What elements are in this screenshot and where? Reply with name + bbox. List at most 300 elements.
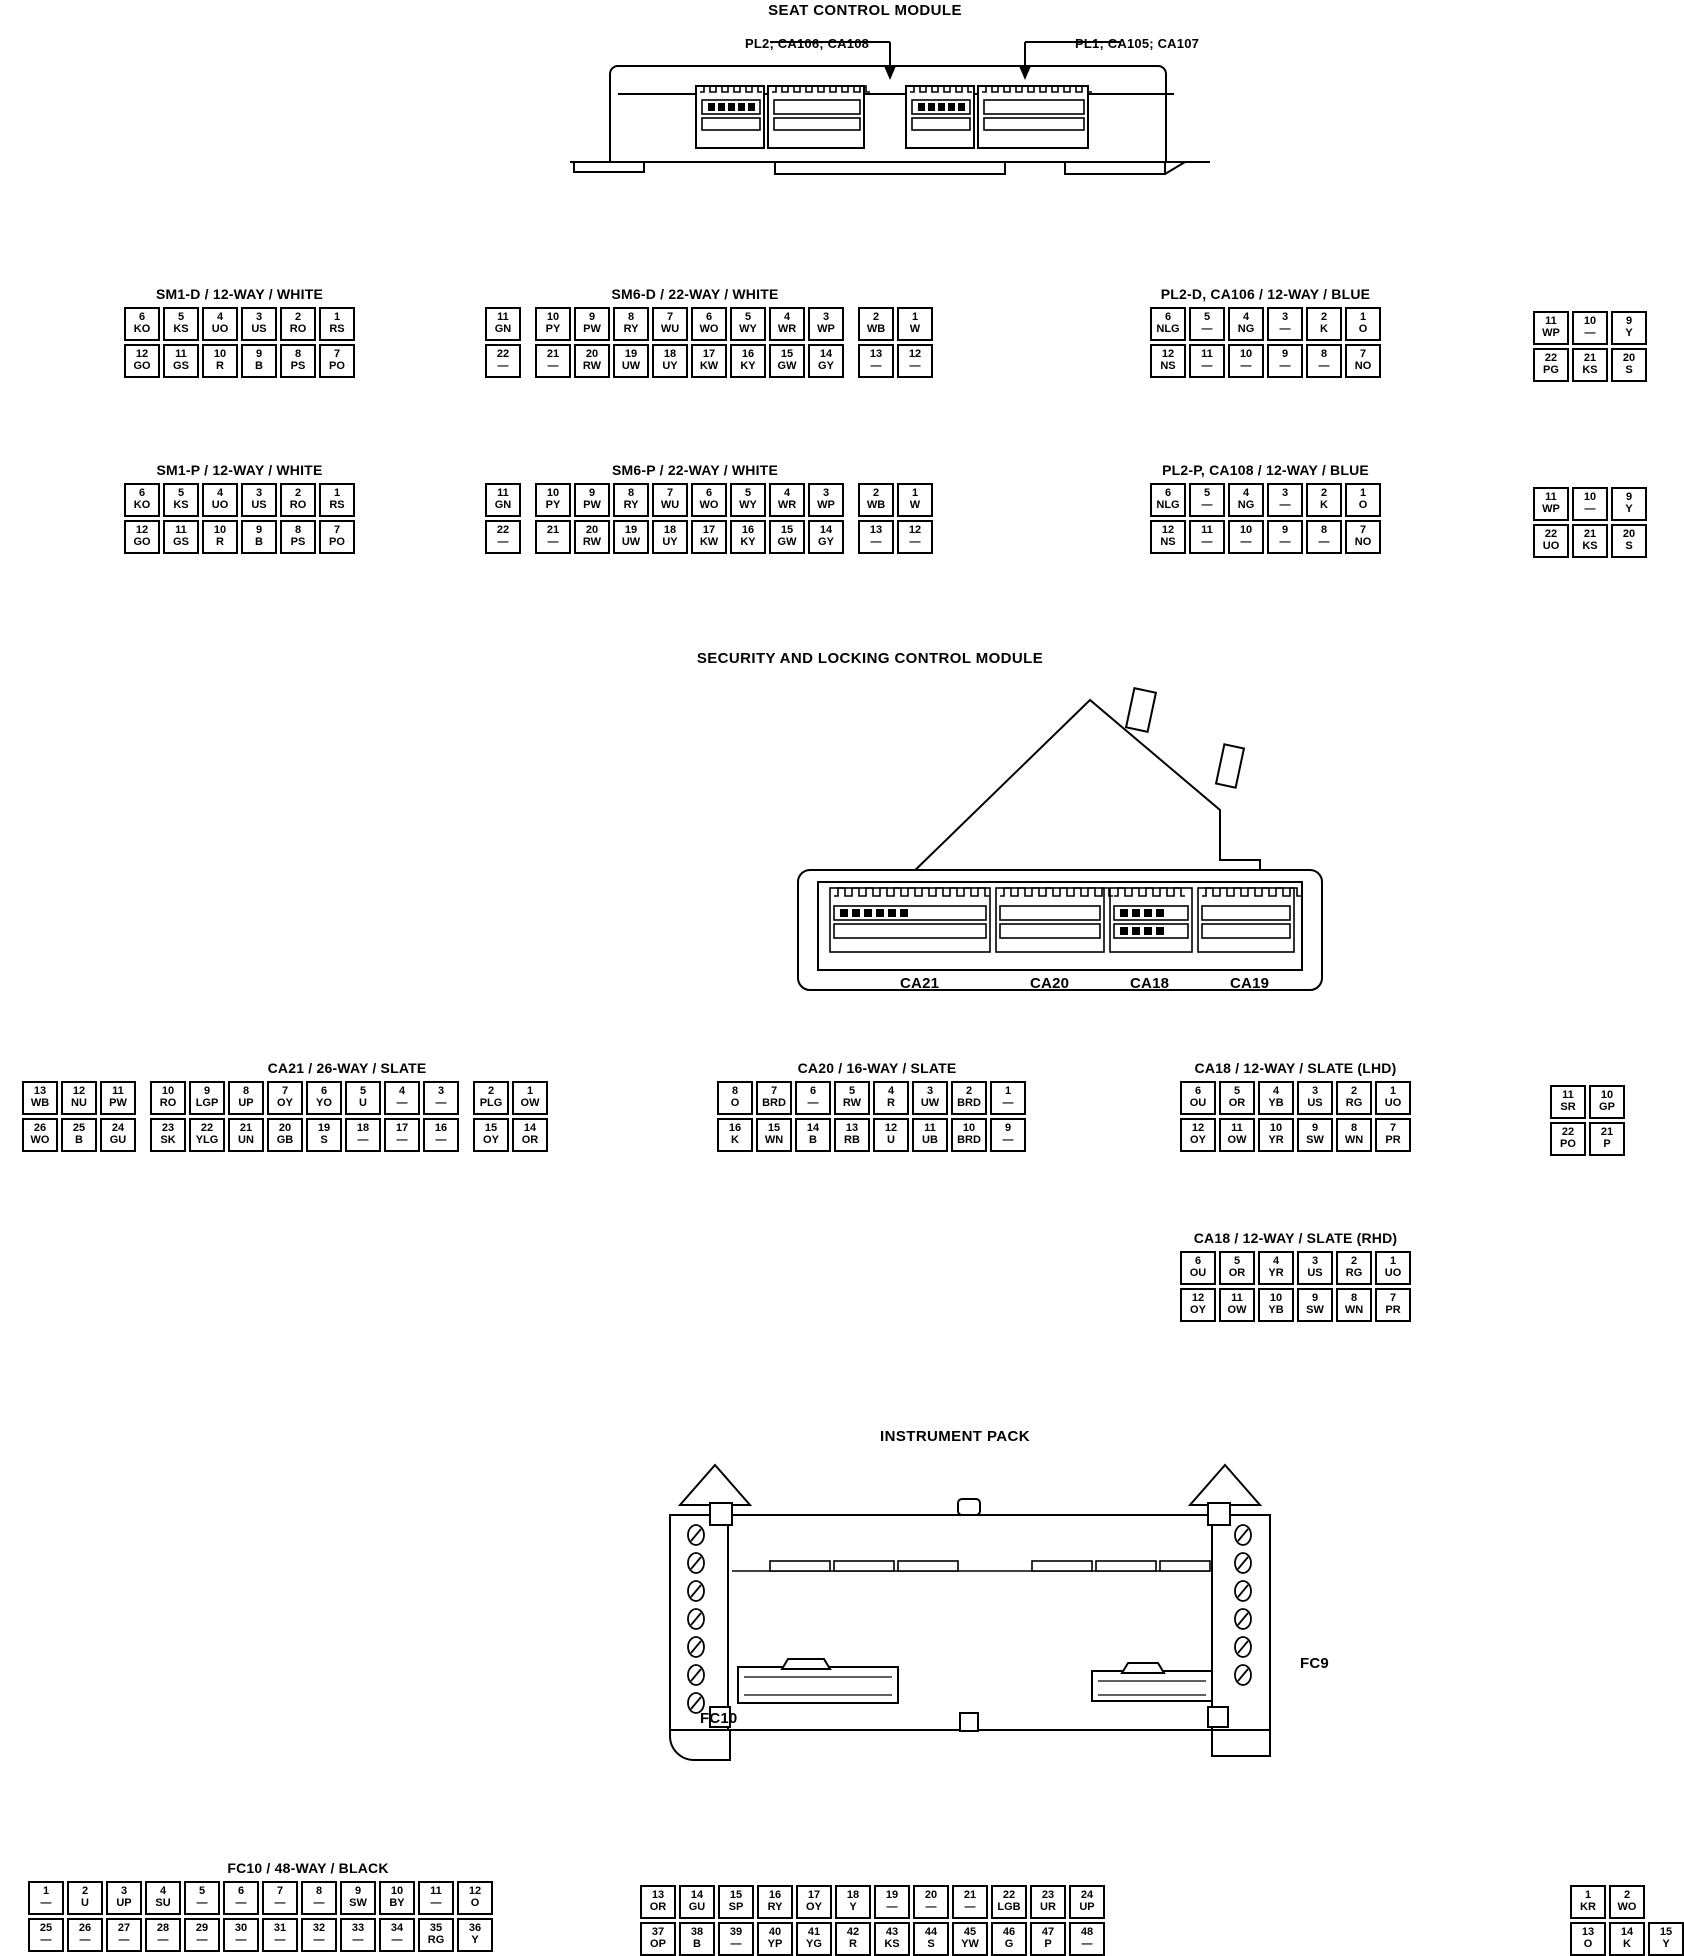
pin-number: 15 <box>780 348 794 361</box>
pin-code: — <box>40 1897 52 1909</box>
pin-code: WU <box>660 499 680 511</box>
pin-row <box>1180 1081 1411 1115</box>
pin-code: KS <box>173 499 189 511</box>
pin-number: 8 <box>1350 1122 1358 1135</box>
callout-fc10-label: FC10 <box>700 1710 738 1727</box>
pin-number: 13 <box>651 1889 665 1902</box>
pin-code: UO <box>1542 540 1560 552</box>
pin-cell <box>241 483 277 517</box>
pin-number: 5 <box>744 487 752 500</box>
pin-cell <box>163 307 199 341</box>
pin-code: UO <box>211 499 229 511</box>
pin-cell <box>1611 487 1647 521</box>
pin-number: 2 <box>1623 1889 1631 1902</box>
pin-cell <box>991 1922 1027 1956</box>
pin-code: OY <box>806 1901 822 1913</box>
pin-number: 12 <box>135 348 149 361</box>
pin-cell <box>1345 483 1381 517</box>
pin-code: GW <box>777 360 797 372</box>
pin-number: 19 <box>624 348 638 361</box>
pin-code: PW <box>109 1097 127 1109</box>
pin-number: 19 <box>624 524 638 537</box>
pin-number: 8 <box>627 487 635 500</box>
pin-number: 14 <box>819 348 833 361</box>
pin-number: 10 <box>1269 1292 1283 1305</box>
pin-cell <box>1611 311 1647 345</box>
pin-code: PO <box>329 536 345 548</box>
pin-cell <box>485 520 521 554</box>
pin-code: WO <box>30 1134 50 1146</box>
pin-code: PR <box>1385 1304 1401 1316</box>
pin-number: 40 <box>768 1926 782 1939</box>
pin-cell <box>340 1918 376 1952</box>
pin-cell <box>280 307 316 341</box>
pin-row <box>1150 307 1381 341</box>
pin-number: 1 <box>1389 1085 1397 1098</box>
pin-cell <box>379 1881 415 1915</box>
pin-cell <box>858 483 894 517</box>
pin-number: 16 <box>728 1122 742 1135</box>
pin-cell <box>769 483 805 517</box>
pin-cell <box>1375 1081 1411 1115</box>
pin-number: 2 <box>294 311 302 324</box>
pin-code: RY <box>767 1901 783 1913</box>
pin-code: US <box>1307 1097 1323 1109</box>
pin-code: YW <box>961 1938 979 1950</box>
pin-number: 9 <box>588 311 596 324</box>
pin-code: S <box>927 1938 935 1950</box>
pin-cell <box>991 1885 1027 1919</box>
pin-cell <box>652 483 688 517</box>
pin-code: NLG <box>1156 323 1180 335</box>
pin-cell <box>1297 1081 1333 1115</box>
pin-row <box>124 344 355 378</box>
pin-code: OR <box>521 1134 539 1146</box>
pin-row <box>485 483 933 517</box>
pin-number: 7 <box>276 1885 284 1898</box>
pin-number: 9 <box>203 1085 211 1098</box>
pin-code: WO <box>699 323 719 335</box>
pin-cell <box>1228 307 1264 341</box>
pin-cell <box>1258 1118 1294 1152</box>
pin-cell <box>106 1881 142 1915</box>
pin-number: 2 <box>487 1085 495 1098</box>
pin-row <box>22 1081 548 1115</box>
pin-number: 11 <box>497 311 509 324</box>
pin-code: GU <box>109 1134 127 1146</box>
pin-number: 12 <box>72 1085 86 1098</box>
pin-row <box>1150 483 1381 517</box>
connector-sm6d-title: SM6-D / 22-WAY / WHITE <box>611 286 779 302</box>
pin-code: PG <box>1543 364 1559 376</box>
callout-ca19-label: CA19 <box>1230 975 1270 992</box>
pin-cell <box>730 483 766 517</box>
pin-row <box>1180 1118 1411 1152</box>
pin-cell <box>874 1885 910 1919</box>
pin-number: 4 <box>159 1885 167 1898</box>
pin-code: Y <box>849 1901 857 1913</box>
pin-number: 6 <box>138 311 146 324</box>
pin-cell <box>145 1918 181 1952</box>
row-spacer <box>847 307 855 341</box>
pin-code: Y <box>1625 503 1633 515</box>
pin-code: GW <box>777 536 797 548</box>
pin-number: 35 <box>429 1922 443 1935</box>
pin-number: 1 <box>1389 1255 1397 1268</box>
pin-number: 24 <box>111 1122 125 1135</box>
pin-code: — <box>357 1134 369 1146</box>
pin-code: PLG <box>479 1097 503 1109</box>
pin-code: UP <box>1079 1901 1095 1913</box>
connector-pl2p <box>1150 462 1381 554</box>
pin-number: 2 <box>1350 1085 1358 1098</box>
pin-number: 10 <box>1269 1122 1283 1135</box>
pin-number: 28 <box>156 1922 170 1935</box>
pin-cell <box>1219 1118 1255 1152</box>
pin-row <box>124 483 355 517</box>
pin-code: UP <box>116 1897 132 1909</box>
pin-code: O <box>1358 499 1368 511</box>
security-module-title: SECURITY AND LOCKING CONTROL MODULE <box>696 650 1044 667</box>
pin-number: 20 <box>278 1122 292 1135</box>
pin-number: 7 <box>1359 348 1367 361</box>
pin-number: 12 <box>908 524 922 537</box>
connector-ca20-title: CA20 / 16-WAY / SLATE <box>797 1060 957 1076</box>
pin-row <box>1533 487 1647 521</box>
pin-number: 39 <box>729 1926 743 1939</box>
pin-code: — <box>964 1901 976 1913</box>
pin-cell <box>1150 483 1186 517</box>
pin-number: 11 <box>1201 348 1213 361</box>
pin-row <box>717 1081 1026 1115</box>
pin-number: 22 <box>1002 1889 1016 1902</box>
pin-cell <box>1533 348 1569 382</box>
pin-number: 9 <box>1004 1122 1012 1135</box>
pin-cell <box>858 307 894 341</box>
pin-number: 10 <box>390 1885 404 1898</box>
pin-number: 7 <box>333 524 341 537</box>
pin-cell <box>1572 524 1608 558</box>
pin-cell <box>769 307 805 341</box>
pin-number: 3 <box>822 311 830 324</box>
row-spacer <box>462 1081 470 1115</box>
pin-code: US <box>251 323 267 335</box>
callout-fc9-label: FC9 <box>1300 1655 1329 1672</box>
pin-code: G <box>1004 1938 1014 1950</box>
pin-row <box>124 520 355 554</box>
pin-code: KS <box>884 1938 900 1950</box>
pin-number: 5 <box>1233 1255 1241 1268</box>
pin-code: NG <box>1237 323 1255 335</box>
pin-code: UY <box>662 536 678 548</box>
pin-cell <box>835 1885 871 1919</box>
pin-number: 21 <box>239 1122 253 1135</box>
pin-number: 14 <box>1620 1926 1634 1939</box>
pin-number: 2 <box>1320 311 1328 324</box>
pin-code: KY <box>740 360 756 372</box>
pin-cell <box>640 1922 676 1956</box>
pin-code: — <box>235 1934 247 1946</box>
pin-number: 1 <box>1584 1889 1592 1902</box>
pin-cell <box>718 1885 754 1919</box>
pin-number: 4 <box>398 1085 406 1098</box>
pin-cell <box>1228 344 1264 378</box>
connector-ca18-lhd <box>1180 1060 1411 1152</box>
pin-number: 7 <box>666 311 674 324</box>
security-module-drawing <box>790 690 1350 990</box>
pin-number: 22 <box>1544 352 1558 365</box>
connector-fc10-edge <box>1570 1885 1684 1956</box>
pin-code: RY <box>623 499 639 511</box>
row-spacer <box>524 344 532 378</box>
connector-fc10-title: FC10 / 48-WAY / BLACK <box>227 1860 389 1876</box>
pin-number: 15 <box>767 1122 781 1135</box>
pin-cell <box>679 1885 715 1919</box>
pin-number: 30 <box>234 1922 248 1935</box>
pin-code: — <box>807 1097 819 1109</box>
pin-row <box>485 307 933 341</box>
pin-code: P <box>1603 1138 1611 1150</box>
pin-cell <box>912 1118 948 1152</box>
pin-code: S <box>1625 364 1633 376</box>
pin-code: PO <box>1560 1138 1576 1150</box>
pin-code: LGP <box>195 1097 219 1109</box>
pin-row <box>717 1118 1026 1152</box>
pin-number: 2 <box>81 1885 89 1898</box>
pin-code: — <box>497 536 509 548</box>
pin-row <box>1570 1922 1684 1956</box>
pin-cell <box>769 520 805 554</box>
pin-number: 20 <box>1622 528 1636 541</box>
pin-number: 10 <box>1239 524 1253 537</box>
pin-code: WB <box>866 499 886 511</box>
pin-code: RO <box>159 1097 177 1109</box>
pin-code: — <box>118 1934 130 1946</box>
pin-cell <box>1258 1251 1294 1285</box>
pin-cell <box>897 520 933 554</box>
pin-number: 7 <box>281 1085 289 1098</box>
pin-code: GY <box>818 536 834 548</box>
pin-cell <box>262 1881 298 1915</box>
pin-code: YB <box>1268 1304 1284 1316</box>
pin-number: 12 <box>1161 524 1175 537</box>
pin-code: RW <box>842 1097 862 1109</box>
pin-cell <box>22 1118 58 1152</box>
pin-cell <box>574 520 610 554</box>
pin-number: 8 <box>294 524 302 537</box>
pin-code: US <box>1307 1267 1323 1279</box>
pin-number: 10 <box>213 524 227 537</box>
pin-number: 9 <box>1281 524 1289 537</box>
pin-number: 10 <box>161 1085 175 1098</box>
pin-cell <box>61 1081 97 1115</box>
pin-code: — <box>1279 536 1291 548</box>
connector-ca18-rhd <box>1180 1230 1411 1322</box>
pin-code: B <box>693 1938 701 1950</box>
pin-cell <box>913 1922 949 1956</box>
pin-number: 20 <box>585 348 599 361</box>
pin-cell <box>1336 1251 1372 1285</box>
pin-cell <box>717 1081 753 1115</box>
pin-code: GS <box>173 360 189 372</box>
pin-code: — <box>1201 499 1213 511</box>
pin-cell <box>897 344 933 378</box>
pin-cell <box>897 307 933 341</box>
pin-cell <box>512 1118 548 1152</box>
pin-number: 11 <box>112 1085 124 1098</box>
pin-cell <box>1189 520 1225 554</box>
pin-code: KS <box>173 323 189 335</box>
pin-number: 20 <box>585 524 599 537</box>
pin-number: 22 <box>496 348 510 361</box>
pin-cell <box>1258 1288 1294 1322</box>
pin-number: 3 <box>255 311 263 324</box>
pin-cell <box>1030 1922 1066 1956</box>
pin-code: — <box>1240 536 1252 548</box>
pin-code: — <box>870 360 882 372</box>
pin-cell <box>473 1081 509 1115</box>
pin-number: 1 <box>333 311 341 324</box>
pin-cell <box>835 1922 871 1956</box>
pin-code: NU <box>71 1097 87 1109</box>
pin-row <box>1570 1885 1645 1919</box>
pin-cell <box>100 1081 136 1115</box>
pin-code: — <box>196 1897 208 1909</box>
pin-cell <box>202 520 238 554</box>
pin-code: Y <box>1662 1938 1670 1950</box>
pin-number: 16 <box>741 524 755 537</box>
pin-cell <box>145 1881 181 1915</box>
pin-code: U <box>359 1097 367 1109</box>
pin-row <box>1150 520 1381 554</box>
pin-number: 13 <box>845 1122 859 1135</box>
connector-sm1p-title: SM1-P / 12-WAY / WHITE <box>156 462 323 478</box>
pin-code: GN <box>494 323 512 335</box>
pin-number: 5 <box>198 1885 206 1898</box>
pin-code: — <box>1279 360 1291 372</box>
pin-number: 2 <box>294 487 302 500</box>
row-spacer <box>524 483 532 517</box>
pin-code: SW <box>1306 1134 1324 1146</box>
pin-code: WR <box>777 323 797 335</box>
seat-control-module-title: SEAT CONTROL MODULE <box>768 2 962 19</box>
pin-number: 11 <box>430 1885 442 1898</box>
pin-number: 4 <box>887 1085 895 1098</box>
pin-cell <box>874 1922 910 1956</box>
pin-cell <box>1306 483 1342 517</box>
callout-pl1-label: PL1; CA105; CA107 <box>1075 36 1200 51</box>
pin-number: 18 <box>846 1889 860 1902</box>
row-spacer <box>524 307 532 341</box>
pin-number: 9 <box>1625 315 1633 328</box>
pin-number: 6 <box>705 487 713 500</box>
pin-code: — <box>1081 1938 1093 1950</box>
pin-cell <box>202 344 238 378</box>
pin-code: O <box>1358 323 1368 335</box>
pin-cell <box>280 520 316 554</box>
pin-code: YR <box>1268 1134 1284 1146</box>
pin-cell <box>1180 1081 1216 1115</box>
pin-number: 10 <box>1239 348 1253 361</box>
pin-code: GS <box>173 536 189 548</box>
pin-number: 36 <box>468 1922 482 1935</box>
pin-row <box>485 520 933 554</box>
pin-cell <box>1609 1885 1645 1919</box>
pin-number: 12 <box>908 348 922 361</box>
pin-cell <box>457 1918 493 1952</box>
pin-code: PY <box>545 323 561 335</box>
pin-number: 12 <box>468 1885 482 1898</box>
pin-number: 9 <box>1625 491 1633 504</box>
pin-cell <box>1375 1288 1411 1322</box>
pin-cell <box>423 1081 459 1115</box>
pin-code: GN <box>494 499 512 511</box>
pin-cell <box>795 1118 831 1152</box>
pin-number: 15 <box>1659 1926 1673 1939</box>
pin-cell <box>67 1918 103 1952</box>
pin-number: 4 <box>1242 487 1250 500</box>
pin-number: 7 <box>770 1085 778 1098</box>
pin-cell <box>301 1881 337 1915</box>
pin-cell <box>1267 483 1303 517</box>
pin-cell <box>691 483 727 517</box>
pin-code: NLG <box>1156 499 1180 511</box>
pin-cell <box>808 344 844 378</box>
pin-cell <box>306 1081 342 1115</box>
pin-number: 12 <box>1191 1292 1205 1305</box>
pin-number: 27 <box>117 1922 131 1935</box>
pin-cell <box>1180 1118 1216 1152</box>
pin-cell <box>1180 1251 1216 1285</box>
pin-code: SP <box>728 1901 744 1913</box>
pin-number: 4 <box>783 487 791 500</box>
pin-number: 11 <box>1562 1089 1574 1102</box>
pin-code: — <box>313 1934 325 1946</box>
pin-number: 10 <box>1600 1089 1614 1102</box>
pin-code: — <box>870 536 882 548</box>
pin-number: 21 <box>546 348 560 361</box>
pin-number: 41 <box>807 1926 821 1939</box>
pin-number: 21 <box>1583 352 1597 365</box>
pin-code: KY <box>740 536 756 548</box>
pin-cell <box>535 344 571 378</box>
pin-cell <box>717 1118 753 1152</box>
pin-cell <box>1589 1122 1625 1156</box>
pin-cell <box>730 344 766 378</box>
pin-number: 13 <box>869 348 883 361</box>
pin-cell <box>223 1918 259 1952</box>
pin-cell <box>319 344 355 378</box>
callout-ca21-label: CA21 <box>900 975 940 992</box>
pin-number: 21 <box>1600 1126 1614 1139</box>
pin-code: PR <box>1385 1134 1401 1146</box>
pin-row <box>1550 1122 1625 1156</box>
pin-number: 6 <box>1194 1085 1202 1098</box>
pin-code: OU <box>1189 1267 1207 1279</box>
pin-cell <box>124 483 160 517</box>
pin-code: — <box>313 1897 325 1909</box>
pin-number: 18 <box>663 348 677 361</box>
pin-cell <box>1572 311 1608 345</box>
pin-code: — <box>1584 327 1596 339</box>
pin-code: B <box>809 1134 817 1146</box>
pin-number: 6 <box>1164 311 1172 324</box>
pin-code: U <box>81 1897 89 1909</box>
pin-number: 5 <box>848 1085 856 1098</box>
pin-number: 11 <box>175 348 187 361</box>
pin-cell <box>163 483 199 517</box>
pin-number: 21 <box>1583 528 1597 541</box>
